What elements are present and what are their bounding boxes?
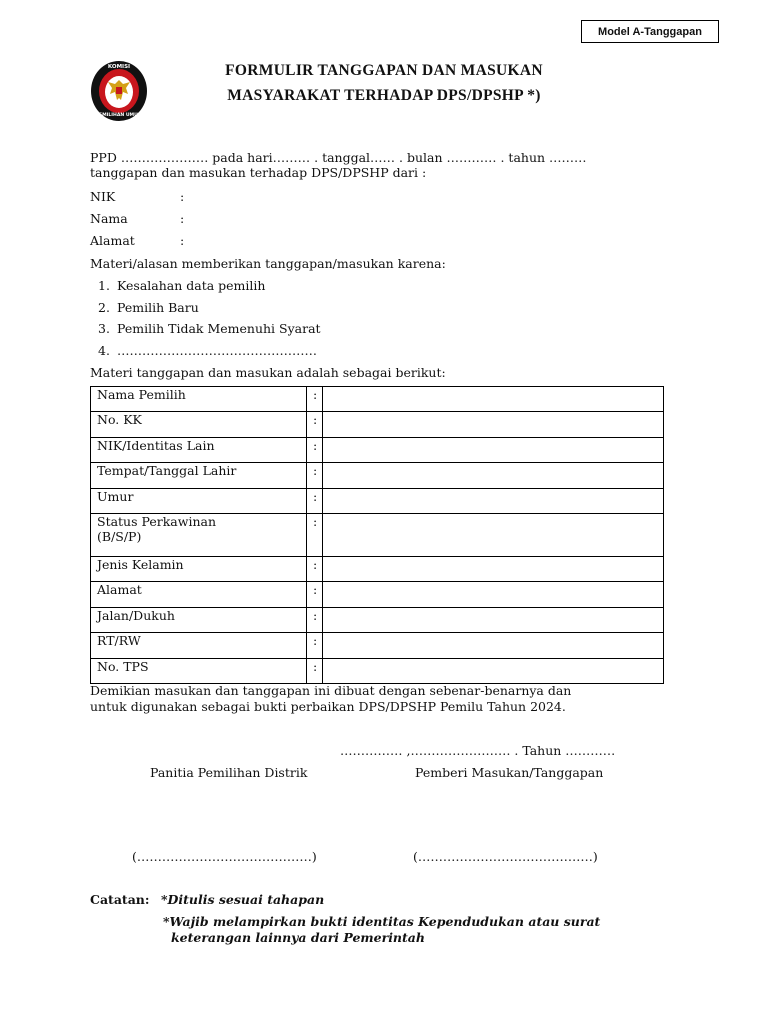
table-row [91, 633, 664, 659]
table-row [91, 412, 664, 438]
row-colon: : [307, 438, 323, 463]
table-row [91, 582, 664, 608]
row-colon: : [307, 412, 323, 438]
row-value-field[interactable] [323, 514, 664, 557]
field-nama-colon: : [180, 211, 185, 226]
signature-left-line: (……………………………………) [132, 849, 317, 864]
title-line-1: FORMULIR TANGGAPAN DAN MASUKAN [225, 62, 543, 79]
reason-text: Pemilih Baru [117, 300, 199, 315]
row-colon: : [307, 608, 323, 633]
table-row [91, 463, 664, 489]
field-nama-label: Nama [90, 211, 128, 226]
row-value-field[interactable] [323, 582, 664, 608]
row-value-field[interactable] [323, 387, 664, 412]
notes-label: Catatan: [90, 892, 150, 907]
note-1: *Ditulis sesuai tahapan [161, 892, 325, 907]
table-row [91, 489, 664, 514]
row-colon: : [307, 463, 323, 489]
title-line-2: MASYARAKAT TERHADAP DPS/DPSHP *) [227, 87, 541, 104]
reason-text: Kesalahan data pemilih [117, 278, 266, 293]
signature-right-title: Pemberi Masukan/Tanggapan [415, 765, 604, 780]
field-alamat-label: Alamat [90, 233, 135, 248]
note-2-line-2: keterangan lainnya dari Pemerintah [171, 930, 425, 945]
row-colon: : [307, 557, 323, 582]
row-label: NIK/Identitas Lain [91, 438, 307, 463]
table-heading: Materi tanggapan dan masukan adalah sebagai berikut: [90, 365, 446, 380]
reason-num: 1. [98, 278, 110, 293]
row-label: No. TPS [91, 659, 307, 684]
table-row [91, 514, 664, 557]
row-colon: : [307, 514, 323, 557]
row-label: Tempat/Tanggal Lahir [91, 463, 307, 489]
logo-text-bottom: PEMILIHAN UMUM [95, 113, 143, 118]
row-value-field[interactable] [323, 633, 664, 659]
closing-line-2: untuk digunakan sebagai bukti perbaikan DPS/DPSHP Pemilu Tahun 2024. [90, 699, 566, 714]
row-value-field[interactable] [323, 659, 664, 684]
signature-left-title: Panitia Pemilihan Distrik [150, 765, 308, 780]
row-label: RT/RW [91, 633, 307, 659]
intro-line-1: PPD ………………… pada hari……… . tanggal…… . bulan ………… . tahun ……… [90, 150, 587, 165]
table-row [91, 608, 664, 633]
row-value-field[interactable] [323, 463, 664, 489]
row-label: Nama Pemilih [91, 387, 307, 412]
table-row [91, 387, 664, 412]
note-2-line-1: *Wajib melampirkan bukti identitas Kependudukan atau surat [163, 914, 601, 929]
signature-right-line: (……………………………………) [413, 849, 598, 864]
reason-num: 3. [98, 321, 110, 336]
row-value-field[interactable] [323, 438, 664, 463]
reason-num: 4. [98, 343, 110, 358]
row-colon: : [307, 633, 323, 659]
row-colon: : [307, 387, 323, 412]
logo-text-top: KOMISI [107, 64, 131, 70]
table-row [91, 438, 664, 463]
row-value-field[interactable] [323, 412, 664, 438]
row-colon: : [307, 659, 323, 684]
reasons-heading: Materi/alasan memberikan tanggapan/masukan karena: [90, 256, 446, 271]
place-date-line: …………… ,…………………… . Tahun ………… [340, 743, 616, 758]
table-row [91, 659, 664, 684]
field-nik-label: NIK [90, 189, 116, 204]
table-row [91, 557, 664, 582]
row-value-field[interactable] [323, 489, 664, 514]
intro-line-2: tanggapan dan masukan terhadap DPS/DPSHP dari : [90, 165, 427, 180]
row-colon: : [307, 489, 323, 514]
voter-data-table [90, 386, 664, 684]
field-nik-colon: : [180, 189, 185, 204]
row-label: Jalan/Dukuh [91, 608, 307, 633]
reason-text: ………………………………………… [117, 343, 317, 358]
row-colon: : [307, 582, 323, 608]
row-label: No. KK [91, 412, 307, 438]
row-value-field[interactable] [323, 557, 664, 582]
row-label: Status Perkawinan (B/S/P) [91, 514, 307, 557]
row-label: Umur [91, 489, 307, 514]
row-value-field[interactable] [323, 608, 664, 633]
closing-line-1: Demikian masukan dan tanggapan ini dibuat dengan sebenar-benarnya dan [90, 683, 572, 698]
reason-text: Pemilih Tidak Memenuhi Syarat [117, 321, 321, 336]
row-label: Jenis Kelamin [91, 557, 307, 582]
row-label: Alamat [91, 582, 307, 608]
field-alamat-colon: : [180, 233, 185, 248]
model-label: Model A-Tanggapan [581, 20, 719, 43]
reason-num: 2. [98, 300, 110, 315]
